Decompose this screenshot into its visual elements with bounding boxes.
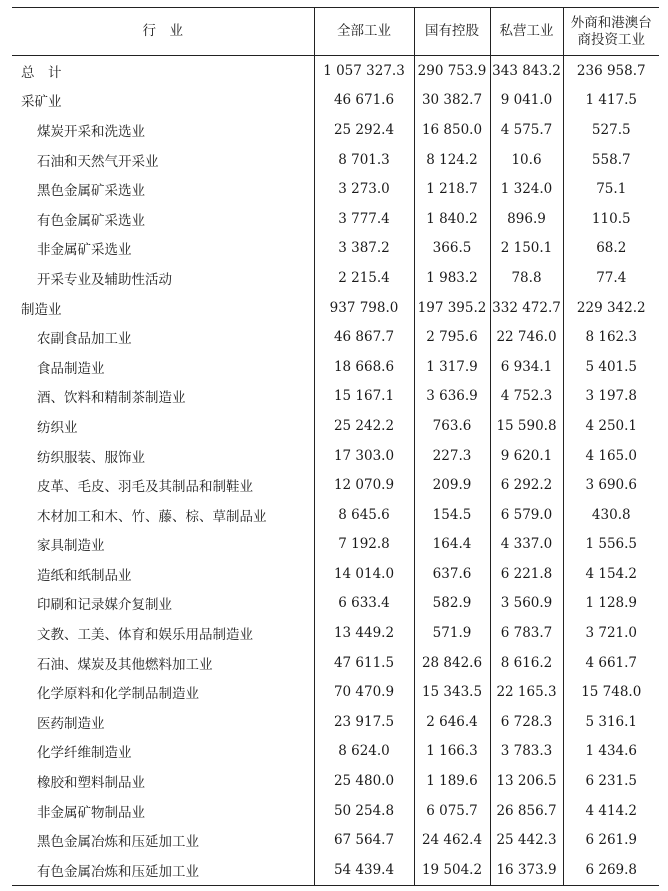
table-row [12, 825, 659, 855]
foreign-hk-macao-taiwan-value-cell: 558.7 [563, 145, 659, 175]
state-controlled-value-cell: 1 983.2 [414, 263, 490, 293]
table-row [12, 293, 659, 323]
state-controlled-value-cell: 19 504.2 [414, 855, 490, 885]
header-foreign-hk-macao-taiwan [563, 8, 659, 56]
all-industry-value-cell: 67 564.7 [314, 825, 414, 855]
foreign-hk-macao-taiwan-value-cell: 1 128.9 [563, 589, 659, 619]
state-controlled-value-cell: 1 166.3 [414, 737, 490, 767]
industry-name-cell: 纺织服装、服饰业 [37, 449, 145, 466]
all-industry-value-cell: 3 273.0 [314, 174, 414, 204]
industry-statistics-table [12, 7, 659, 886]
industry-name-cell: 非金属矿采选业 [37, 242, 132, 259]
table-row [12, 530, 659, 560]
state-controlled-value-cell: 154.5 [414, 500, 490, 530]
state-controlled-value-cell: 1 317.9 [414, 352, 490, 382]
all-industry-value-cell: 8 645.6 [314, 500, 414, 530]
foreign-hk-macao-taiwan-value-cell: 5 316.1 [563, 707, 659, 737]
all-industry-value-cell: 7 192.8 [314, 530, 414, 560]
table-header [12, 8, 659, 56]
table-row [12, 382, 659, 412]
all-industry-value-cell: 3 777.4 [314, 204, 414, 234]
statistics-table-page [12, 7, 659, 886]
private-industry-value-cell: 4 337.0 [490, 530, 563, 560]
header-row [12, 8, 659, 56]
private-industry-value-cell: 6 783.7 [490, 618, 563, 648]
state-controlled-value-cell: 582.9 [414, 589, 490, 619]
state-controlled-value-cell: 227.3 [414, 441, 490, 471]
all-industry-value-cell: 6 633.4 [314, 589, 414, 619]
state-controlled-value-cell: 637.6 [414, 559, 490, 589]
foreign-hk-macao-taiwan-value-cell: 4 414.2 [563, 796, 659, 826]
foreign-hk-macao-taiwan-value-cell: 527.5 [563, 115, 659, 145]
industry-name-cell: 木材加工和木、竹、藤、棕、草制品业 [37, 508, 267, 525]
industry-name-cell: 食品制造业 [37, 360, 105, 377]
all-industry-value-cell: 8 701.3 [314, 145, 414, 175]
industry-name-cell: 造纸和纸制品业 [37, 567, 132, 584]
all-industry-value-cell: 70 470.9 [314, 677, 414, 707]
private-industry-value-cell: 25 442.3 [490, 825, 563, 855]
all-industry-value-cell: 15 167.1 [314, 382, 414, 412]
all-industry-value-cell: 13 449.2 [314, 618, 414, 648]
table-row [12, 766, 659, 796]
foreign-hk-macao-taiwan-value-cell: 229 342.2 [563, 293, 659, 323]
all-industry-value-cell: 3 387.2 [314, 234, 414, 264]
foreign-hk-macao-taiwan-value-cell: 15 748.0 [563, 677, 659, 707]
table-row [12, 234, 659, 264]
private-industry-value-cell: 343 843.2 [490, 56, 563, 86]
state-controlled-value-cell: 15 343.5 [414, 677, 490, 707]
private-industry-value-cell: 896.9 [490, 204, 563, 234]
all-industry-value-cell: 50 254.8 [314, 796, 414, 826]
state-controlled-value-cell: 3 636.9 [414, 382, 490, 412]
state-controlled-value-cell: 24 462.4 [414, 825, 490, 855]
state-controlled-value-cell: 366.5 [414, 234, 490, 264]
foreign-hk-macao-taiwan-value-cell: 8 162.3 [563, 322, 659, 352]
header-state-controlled: 国有控股 [414, 8, 490, 56]
table-row [12, 174, 659, 204]
table-row [12, 470, 659, 500]
all-industry-value-cell: 14 014.0 [314, 559, 414, 589]
state-controlled-value-cell: 1 840.2 [414, 204, 490, 234]
table-row [12, 737, 659, 767]
all-industry-value-cell: 1 057 327.3 [314, 56, 414, 86]
industry-name-cell: 煤炭开采和洗选业 [37, 123, 145, 140]
industry-name-cell: 非金属矿物制品业 [37, 804, 145, 821]
industry-name-cell: 有色金属矿采选业 [37, 212, 145, 229]
all-industry-value-cell: 54 439.4 [314, 855, 414, 885]
table-row [12, 589, 659, 619]
industry-name-cell: 皮革、毛皮、羽毛及其制品和制鞋业 [37, 479, 253, 496]
foreign-hk-macao-taiwan-value-cell: 430.8 [563, 500, 659, 530]
foreign-hk-macao-taiwan-value-cell: 4 165.0 [563, 441, 659, 471]
private-industry-value-cell: 26 856.7 [490, 796, 563, 826]
table-row [12, 322, 659, 352]
private-industry-value-cell: 6 579.0 [490, 500, 563, 530]
private-industry-value-cell: 6 934.1 [490, 352, 563, 382]
foreign-hk-macao-taiwan-value-cell: 236 958.7 [563, 56, 659, 86]
industry-name-cell: 农副食品加工业 [37, 331, 132, 348]
private-industry-value-cell: 3 783.3 [490, 737, 563, 767]
foreign-hk-macao-taiwan-value-cell: 3 197.8 [563, 382, 659, 412]
state-controlled-value-cell: 209.9 [414, 470, 490, 500]
table-row [12, 855, 659, 885]
industry-name-cell: 纺织业 [37, 419, 78, 436]
state-controlled-value-cell: 197 395.2 [414, 293, 490, 323]
all-industry-value-cell: 8 624.0 [314, 737, 414, 767]
all-industry-value-cell: 12 070.9 [314, 470, 414, 500]
industry-name-cell: 文教、工美、体育和娱乐用品制造业 [37, 627, 253, 644]
state-controlled-value-cell: 30 382.7 [414, 86, 490, 116]
table-row [12, 352, 659, 382]
private-industry-value-cell: 22 746.0 [490, 322, 563, 352]
header-foreign-hk-macao-taiwan-label: 外商和港澳台 商投资工业 [570, 14, 652, 48]
state-controlled-value-cell: 763.6 [414, 411, 490, 441]
private-industry-value-cell: 6 292.2 [490, 470, 563, 500]
private-industry-value-cell: 8 616.2 [490, 648, 563, 678]
foreign-hk-macao-taiwan-value-cell: 4 661.7 [563, 648, 659, 678]
foreign-hk-macao-taiwan-value-cell: 6 269.8 [563, 855, 659, 885]
table-row [12, 618, 659, 648]
private-industry-value-cell: 10.6 [490, 145, 563, 175]
private-industry-value-cell: 78.8 [490, 263, 563, 293]
industry-name-cell: 化学原料和化学制品制造业 [37, 686, 199, 703]
all-industry-value-cell: 2 215.4 [314, 263, 414, 293]
table-row [12, 204, 659, 234]
private-industry-value-cell: 332 472.7 [490, 293, 563, 323]
table-row [12, 411, 659, 441]
foreign-hk-macao-taiwan-value-cell: 77.4 [563, 263, 659, 293]
state-controlled-value-cell: 2 646.4 [414, 707, 490, 737]
all-industry-value-cell: 25 480.0 [314, 766, 414, 796]
private-industry-value-cell: 22 165.3 [490, 677, 563, 707]
industry-name-cell: 石油、煤炭及其他燃料加工业 [37, 656, 213, 673]
private-industry-value-cell: 6 728.3 [490, 707, 563, 737]
table-row [12, 86, 659, 116]
table-row [12, 263, 659, 293]
industry-name-cell: 家具制造业 [37, 538, 105, 555]
state-controlled-value-cell: 1 218.7 [414, 174, 490, 204]
state-controlled-value-cell: 164.4 [414, 530, 490, 560]
all-industry-value-cell: 17 303.0 [314, 441, 414, 471]
table-row [12, 648, 659, 678]
header-private-industry: 私营工业 [490, 8, 563, 56]
state-controlled-value-cell: 8 124.2 [414, 145, 490, 175]
table-row [12, 796, 659, 826]
all-industry-value-cell: 23 917.5 [314, 707, 414, 737]
private-industry-value-cell: 2 150.1 [490, 234, 563, 264]
state-controlled-value-cell: 16 850.0 [414, 115, 490, 145]
private-industry-value-cell: 1 324.0 [490, 174, 563, 204]
state-controlled-value-cell: 28 842.6 [414, 648, 490, 678]
industry-name-cell: 采矿业 [21, 94, 62, 111]
private-industry-value-cell: 16 373.9 [490, 855, 563, 885]
industry-name-cell: 印刷和记录媒介复制业 [37, 597, 172, 614]
all-industry-value-cell: 25 292.4 [314, 115, 414, 145]
header-all-industry: 全部工业 [314, 8, 414, 56]
industry-name-cell: 有色金属冶炼和压延加工业 [12, 855, 314, 885]
header-industry: 行 业 [12, 8, 314, 56]
table-row [12, 115, 659, 145]
all-industry-value-cell: 937 798.0 [314, 293, 414, 323]
private-industry-value-cell: 9 041.0 [490, 86, 563, 116]
all-industry-value-cell: 18 668.6 [314, 352, 414, 382]
private-industry-value-cell: 6 221.8 [490, 559, 563, 589]
table-row [12, 559, 659, 589]
foreign-hk-macao-taiwan-value-cell: 6 261.9 [563, 825, 659, 855]
private-industry-value-cell: 4 575.7 [490, 115, 563, 145]
foreign-hk-macao-taiwan-value-cell: 1 434.6 [563, 737, 659, 767]
industry-name-cell: 总 计 [21, 64, 62, 81]
foreign-hk-macao-taiwan-value-cell: 110.5 [563, 204, 659, 234]
foreign-hk-macao-taiwan-value-cell: 1 417.5 [563, 86, 659, 116]
foreign-hk-macao-taiwan-value-cell: 5 401.5 [563, 352, 659, 382]
industry-name-cell: 黑色金属矿采选业 [37, 183, 145, 200]
state-controlled-value-cell: 6 075.7 [414, 796, 490, 826]
foreign-hk-macao-taiwan-value-cell: 75.1 [563, 174, 659, 204]
industry-name-cell: 化学纤维制造业 [37, 745, 132, 762]
table-row [12, 677, 659, 707]
all-industry-value-cell: 46 867.7 [314, 322, 414, 352]
industry-name-cell: 酒、饮料和精制茶制造业 [37, 390, 186, 407]
industry-name-cell: 橡胶和塑料制品业 [37, 775, 145, 792]
foreign-hk-macao-taiwan-value-cell: 6 231.5 [563, 766, 659, 796]
table-body [12, 56, 659, 886]
foreign-hk-macao-taiwan-value-cell: 1 556.5 [563, 530, 659, 560]
all-industry-value-cell: 47 611.5 [314, 648, 414, 678]
private-industry-value-cell: 3 560.9 [490, 589, 563, 619]
table-row [12, 56, 659, 86]
table-row [12, 145, 659, 175]
foreign-hk-macao-taiwan-value-cell: 4 250.1 [563, 411, 659, 441]
industry-name-cell: 开采专业及辅助性活动 [37, 271, 172, 288]
private-industry-value-cell: 15 590.8 [490, 411, 563, 441]
foreign-hk-macao-taiwan-value-cell: 3 721.0 [563, 618, 659, 648]
state-controlled-value-cell: 571.9 [414, 618, 490, 648]
table-row [12, 441, 659, 471]
private-industry-value-cell: 4 752.3 [490, 382, 563, 412]
private-industry-value-cell: 9 620.1 [490, 441, 563, 471]
foreign-hk-macao-taiwan-value-cell: 68.2 [563, 234, 659, 264]
table-row [12, 500, 659, 530]
state-controlled-value-cell: 290 753.9 [414, 56, 490, 86]
all-industry-value-cell: 25 242.2 [314, 411, 414, 441]
all-industry-value-cell: 46 671.6 [314, 86, 414, 116]
industry-name-cell: 石油和天然气开采业 [37, 153, 159, 170]
table-row [12, 707, 659, 737]
private-industry-value-cell: 13 206.5 [490, 766, 563, 796]
industry-name-cell: 制造业 [21, 301, 62, 318]
foreign-hk-macao-taiwan-value-cell: 3 690.6 [563, 470, 659, 500]
state-controlled-value-cell: 1 189.6 [414, 766, 490, 796]
industry-name-cell: 黑色金属冶炼和压延加工业 [37, 834, 199, 851]
industry-name-cell: 医药制造业 [37, 715, 105, 732]
foreign-hk-macao-taiwan-value-cell: 4 154.2 [563, 559, 659, 589]
state-controlled-value-cell: 2 795.6 [414, 322, 490, 352]
